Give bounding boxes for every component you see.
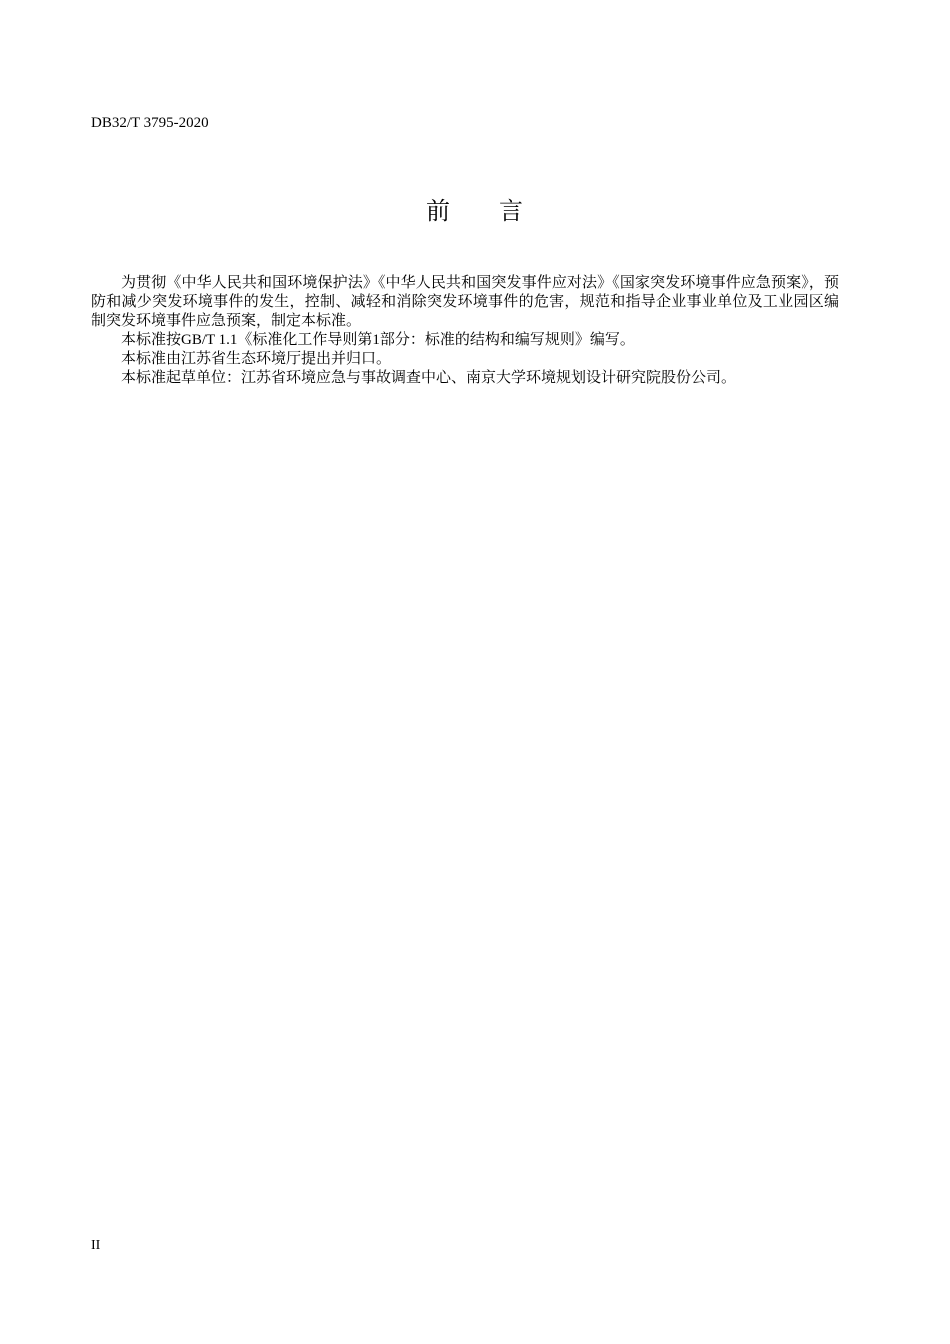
paragraph-purpose: 为贯彻《中华人民共和国环境保护法》《中华人民共和国突发事件应对法》《国家突发环境事件应急预案》，预防和减少突发环境事件的发生，控制、减轻和消除突发环境事件的危害，规范和指导企业事业单位及工业园区编制突发环境事件应急预案，制定本标准。 (91, 275, 839, 329)
paragraph-drafting-units: 本标准起草单位：江苏省环境应急与事故调查中心、南京大学环境规划设计研究院股份公司。 (121, 370, 737, 386)
page-title (0, 196, 950, 226)
page-number: II (91, 1238, 101, 1253)
paragraph-drafting-rules: 本标准按GB/T 1.1《标准化工作导则第1部分：标准的结构和编写规则》编写。 (121, 332, 635, 348)
paragraph-proposer: 本标准由江苏省生态环境厅提出并归口。 (121, 351, 392, 367)
foreword-body (91, 274, 839, 388)
document-code: DB32/T 3795-2020 (91, 115, 209, 131)
title-char-2: 言 (499, 197, 524, 225)
title-char-1: 前 (426, 197, 451, 225)
